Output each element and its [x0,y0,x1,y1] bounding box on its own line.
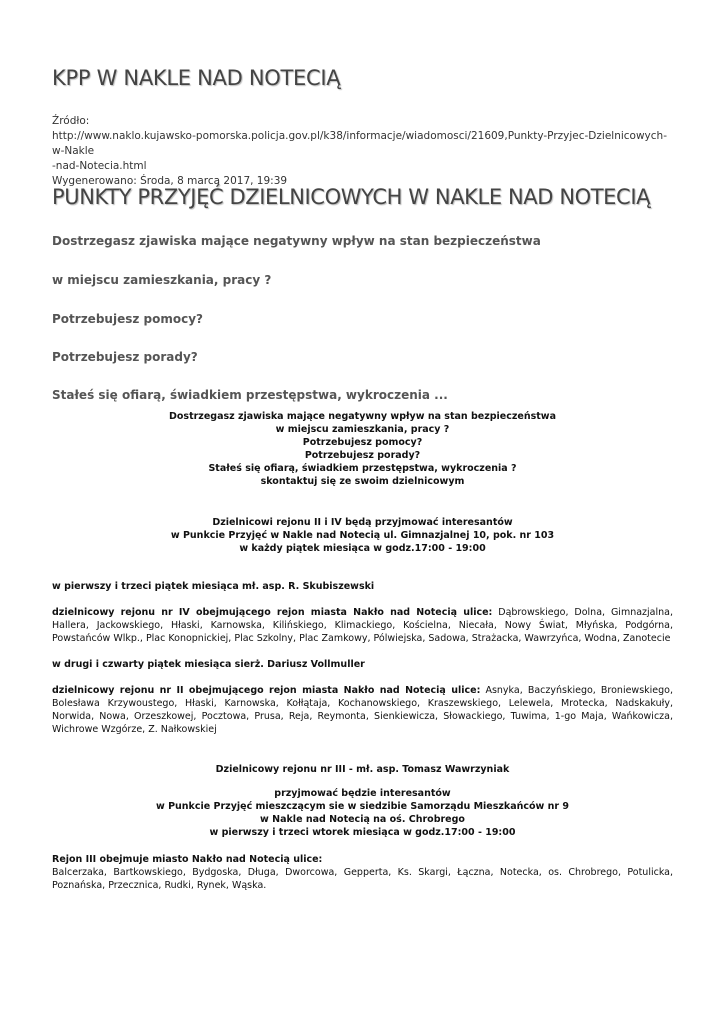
office-hours-line: w Punkcie Przyjęć w Nakle nad Notecią ul. Gimnazjalnej 10, pok. nr 103 [170,530,555,541]
lead-line: Dostrzegasz zjawiska mające negatywny wpływ na stan bezpieczeństwa [52,234,541,248]
contact-line: w miejscu zamieszkania, pracy ? [275,424,450,435]
friday-schedule-1-text: w pierwszy i trzeci piątek miesiąca mł. asp. R. Skubiszewski [52,581,375,592]
lead-line: Potrzebujesz porady? [52,350,198,364]
rejon-iv-heading: dzielnicowy rejonu nr IV obejmującego rejon miasta Nakło nad Notecią ulice: [52,607,493,618]
rejon-ii-streets: Asnyka, Baczyńskiego, Broniewskiego, Bolesława Krzywoustego, Hłaski, Karnowska, Kołłątaja, Kochanowskiego, Kraszewskiego, Lelewela, Mrotecka, Nadskakuły, Norwida, Nowa, Orzeszkowej, Pocztowa, Prusa, Reja, Reymonta, Sienkiewicza, Słowackiego, Tuwima, 1-go Maja, Wańkowicza, Wichrowe Wzgórze, Z. Nałkowskiej [52,685,673,735]
rejon-iii-hours-line: w Punkcie Przyjęć mieszczącym sie w siedzibie Samorządu Mieszkańców nr 9 [155,801,570,812]
contact-line: Stałeś się ofiarą, świadkiem przestępstwa, wykroczenia ? [208,463,517,474]
rejon-iii-description [52,853,673,892]
lead-line: w miejscu zamieszkania, pracy ? [52,273,272,287]
source-url-line-2[interactable]: -nad-Notecia.html [52,160,147,172]
rejon-iii-officer [52,763,673,776]
office-hours-block [52,516,673,555]
rejon-iv-description [52,606,673,645]
rejon-iv-streets: Dąbrowskiego, Dolna, Gimnazjalna, Hallera, Jackowskiego, Hłaski, Karnowska, Kilińskiego, Klimackiego, Kościelna, Niecała, Nowy Świat, Młyńska, Podgórna, Powstańców Wlkp., Plac Konopnickiej, Plac Szkolny, Plac Zamkowy, Pólwiejska, Sadowa, Strażacka, Wawrzyńca, Wodna, Zanotecie [52,607,673,644]
contact-line: Potrzebujesz pomocy? [302,437,423,448]
rejon-iii-hours-line: przyjmować będzie interesantów [274,788,451,799]
source-label: Źródło: [52,115,90,127]
rejon-iii-hours-block [52,787,673,839]
contact-line: Dostrzegasz zjawiska mające negatywny wpływ na stan bezpieczeństwa [169,411,556,422]
rejon-iii-streets: Balcerzaka, Bartkowskiego, Bydgoska, Długa, Dworcowa, Gepperta, Ks. Skargi, Łączna, Notecka, os. Chrobrego, Potulicka, Poznańska, Przecznica, Rudki, Rynek, Wąska. [52,867,673,891]
source-url-line-1[interactable]: http://www.naklo.kujawsko-pomorska.policja.gov.pl/k38/informacje/wiadomosci/21609,Punkty-Przyjec-Dzielnicowych-w-Nakle [52,130,667,157]
friday-schedule-1 [52,580,673,593]
rejon-iii-hours-line: w Nakle nad Notecią na oś. Chrobrego [260,814,465,825]
lead-line: Potrzebujesz pomocy? [52,312,203,326]
source-meta [52,114,673,189]
rejon-iii-heading: Rejon III obejmuje miasto Nakło nad Notecią ulice: [52,854,323,865]
contact-line: Potrzebujesz porady? [304,450,421,461]
contact-line: skontaktuj się ze swoim dzielnicowym [260,476,465,487]
rejon-iii-officer-line: Dzielnicowy rejonu nr III - mł. asp. Tomasz Wawrzyniak [215,764,510,775]
contact-block [52,410,673,488]
rejon-ii-heading: dzielnicowy rejonu nr II obejmującego rejon miasta Nakło nad Notecią ulice: [52,685,481,696]
friday-schedule-2 [52,658,673,671]
office-hours-line: w każdy piątek miesiąca w godz.17:00 - 19:00 [239,543,486,554]
friday-schedule-2-text: w drugi i czwarty piątek miesiąca sierż. Dariusz Vollmuller [52,659,365,670]
rejon-iii-hours-line: w pierwszy i trzeci wtorek miesiąca w godz.17:00 - 19:00 [209,827,516,838]
generated-date: Wygenerowano: Środa, 8 marca 2017, 19:39 [52,175,288,187]
rejon-ii-description [52,684,673,736]
article-title: PUNKTY PRZYJĘĆ DZIELNICOWYCH W NAKLE NAD NOTECIĄ [52,185,651,209]
lead-line: Stałeś się ofiarą, świadkiem przestępstwa, wykroczenia ... [52,388,448,402]
office-hours-line: Dzielnicowi rejonu II i IV będą przyjmować interesantów [212,517,513,528]
site-title: KPP W NAKLE NAD NOTECIĄ [52,66,341,90]
